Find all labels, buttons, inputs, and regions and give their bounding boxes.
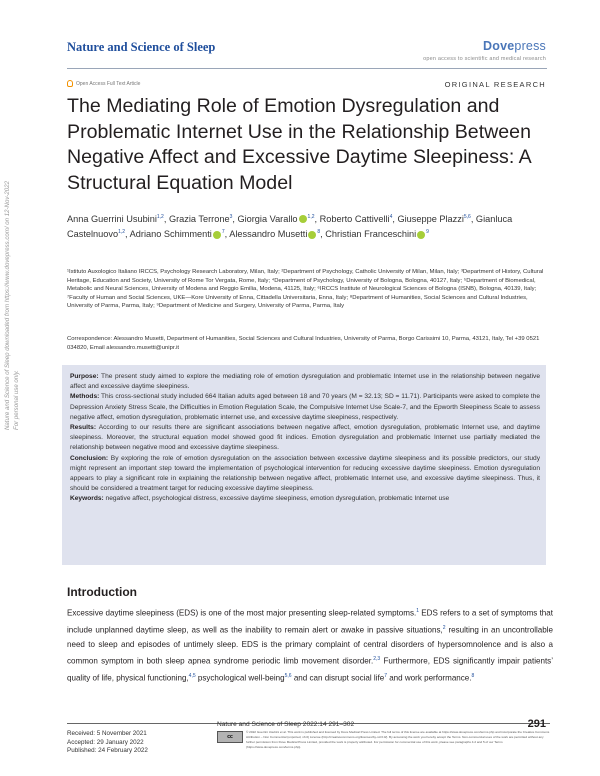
author-affiliation-ref: 1,2 (156, 214, 164, 220)
intro-sentence: resulting in an uncontrollable need to sleep and episodes of untimely sleep. EDS is the primary complaint of central disorders of hypersomnolence and is also a common symptom in both sleep apnea syndrome periodic limb movement disorder. (67, 625, 553, 666)
published-date: Published: 24 February 2022 (67, 747, 148, 755)
received-date: Received: 5 November 2021 (67, 730, 147, 737)
download-notice: Nature and Science of Sleep downloaded from https://www.dovepress.com/ on 12-Nov-2022 (4, 181, 11, 430)
reference-link[interactable]: 8 (471, 673, 475, 680)
open-access-label (67, 80, 140, 87)
purpose-text: The present study aimed to explore the mediating role of emotion dysregulation and problematic Internet use in the relationship between negative affect and excessive daytime sleepiness. (70, 373, 540, 391)
conclusion-text: By exploring the role of emotion dysregulation on the association between excessive daytime sleepiness and its possible predictors, our study might represent an important step toward the implementation of psychological intervention for reducing excessive daytime sleepiness. Emotion dysregulation appears to play a significant role in explaining the relationship between negative affect, problematic Internet use, and excessive daytime sleepiness. Thus, it should be considered a treatment target for reducing excessive daytime sleepiness. (70, 454, 540, 493)
journal-citation: Nature and Science of Sleep 2022:14 291–302 (217, 721, 355, 728)
orcid-icon[interactable] (299, 215, 307, 223)
intro-sentence: EDS refers to a set of symptoms that include unplanned daytime sleep, as well as the inability to remain alert or awake in passive situations, (67, 608, 553, 635)
reference-link[interactable]: 2,3 (373, 656, 381, 663)
conclusion-label: Conclusion: (70, 454, 109, 462)
author-list: Anna Guerrini Usubini$^{1,2}$, Grazia Terrone$^3$, Giorgia Varallo $^{1,2}$, Roberto Cattivelli$^4$, Giuseppe Plazzi$^{5,6}$, Gianluca Castelnuovo$^{1,2}$, Adriano Schimmenti $^7$, Alessandro Musetti $^8$, Christian Franceschini $^9$ (67, 214, 513, 240)
author-affiliation-ref: 5,6 (463, 214, 471, 220)
author-name[interactable]: Roberto Cattivelli (319, 214, 390, 225)
author-name[interactable]: Alessandro Musetti (229, 229, 308, 240)
results-text: According to our results there are significant associations between negative affect, emotion dysregulation, problematic Internet use, and daytime sleepiness. Moreover, the structural equation model showed good fit indices. Emotion dysregulation and problematic Internet use partially mediated the relationship between negative mood and excessive daytime sleepiness. (70, 424, 540, 452)
reference-link[interactable]: 1 (416, 608, 420, 614)
abstract-keywords (70, 494, 540, 504)
methods-text: This cross-sectional study included 664 Italian adults aged between 18 and 70 years (M = 32.13; SD = 11.71). Participants were asked to complete the Depression Anxiety Stress Scale, the Difficulties in Emotion Regulation Scale, the Compulsive Internet Use Scale-7, and the Epworth Sleepiness Scale to assess negative affect, emotion dysregulation, problematic internet use, and excessive daytime sleepiness, respectively. (70, 393, 541, 421)
abstract (70, 372, 540, 505)
author-name[interactable]: Gianluca Castelnuovo (67, 214, 513, 240)
author-affiliation-ref: 7 (221, 229, 225, 236)
author-affiliation-ref: 8 (317, 229, 321, 236)
abstract-results (70, 423, 540, 454)
publisher-logo[interactable] (483, 39, 546, 53)
affiliations: ¹Istituto Auxologico Italiano IRCCS, Psychology Research Laboratory, Milan, Italy; ²Department of Psychology, Catholic University of Milan, Milan, Italy; ³Department of History, Cultural Heritage, Education and Society, University of Rome Tor Vergata, Rome, Italy; ⁴Department of Psychology, University of Bologna, Bologna, 40127, Italy; ⁵Department of Biomedical, Metabolic and Neural Sciences, University of Modena and Reggio Emilia, Modena, 41125, Italy; ⁶IRCCS Institute of Neurological Sciences of Bologna (ISNB), Bologna, 40139, Italy; ⁷Faculty of Human and Social Sciences, UKE—Kore University of Enna, Cittadella Universitaria, Enna, Italy; ⁸Department of Humanities, Social Sciences and Cultural Industries, University of Parma, Parma, Italy; ⁹Department of Medicine and Surgery, University of Parma, Parma, Italy (67, 269, 544, 310)
intro-sentence: Furthermore, EDS significantly impair patients’ quality of life, physical functioning, (67, 656, 553, 683)
author-name[interactable]: Giorgia Varallo (237, 214, 298, 225)
cc-license-icon[interactable]: cc (217, 731, 243, 743)
intro-sentence: and work performance. (386, 673, 472, 683)
author-name[interactable]: Christian Franceschini (325, 229, 417, 240)
reference-link[interactable]: 4,5 (188, 673, 196, 680)
brand-bold: Dove (483, 39, 515, 53)
reference-link[interactable]: 7 (384, 673, 387, 680)
accepted-date: Accepted: 29 January 2022 (67, 738, 144, 746)
brand-light: press (514, 39, 546, 53)
reference-link[interactable]: 2 (442, 624, 446, 631)
open-access-text: Open Access Full Text Article (76, 80, 141, 87)
publication-dates (67, 730, 148, 756)
open-access-icon (67, 80, 73, 87)
orcid-icon[interactable] (213, 231, 221, 239)
author-name[interactable]: Adriano Schimmenti (129, 229, 212, 240)
author-affiliation-ref: 1,2 (307, 214, 315, 220)
author-name[interactable]: Giuseppe Plazzi (397, 214, 464, 225)
reference-link[interactable]: 5,6 (284, 673, 292, 680)
introduction-heading: Introduction (67, 585, 137, 599)
author-affiliation-ref: 3 (229, 214, 233, 220)
intro-sentence: Excessive daytime sleepiness (EDS) is one of the most major presenting sleep-related symptoms. (67, 608, 417, 618)
personal-use-notice: For personal use only. (13, 370, 20, 430)
license-text: © 2022 Guerrini Usubini et al. This work is published and licensed by Dove Medical Press Limited. The full terms of this license are available at https://www.dovepress.com/terms.php and incorporate the Creative Commons Attribution – Non Commercial (unported, v3.0) License (http://creativecommons.org/licenses/by-nc/3.0/). By accessing the work you hereby accept the Terms. Non-commercial uses of the work are permitted without any further permission from Dove Medical Press Limited, provided the work is properly attributed. For permission for commercial use of this work, please see paragraphs 4.2 and 5 of our Terms (https://www.dovepress.com/terms.php). (246, 730, 550, 750)
author-affiliation-ref: 4 (389, 214, 393, 220)
page-number: 291 (527, 718, 546, 730)
author-name[interactable]: Grazia Terrone (168, 214, 230, 225)
correspondence[interactable]: Correspondence: Alessandro Musetti, Department of Humanities, Social Sciences and Cultural Industries, University of Parma, Borgo Carissimi 10, Parma, 43121, Italy, Tel +39 0521 034820, Email alessandro.musetti@unipr.it (67, 336, 540, 351)
keywords-text: negative affect, psychological distress, excessive daytime sleepiness, emotion dysregulation, problematic Internet use (103, 495, 450, 503)
journal-name[interactable]: Nature and Science of Sleep (67, 40, 216, 54)
orcid-icon[interactable] (308, 231, 316, 239)
introduction-text (67, 604, 553, 686)
article-type: ORIGINAL RESEARCH (444, 80, 546, 89)
results-label: Results: (70, 424, 97, 432)
intro-sentence: and can disrupt social life (291, 673, 385, 683)
author-affiliation-ref: 1,2 (118, 229, 126, 236)
header-divider (67, 68, 547, 69)
download-notice-sidebar (3, 181, 21, 430)
purpose-label: Purpose: (70, 373, 99, 380)
abstract-conclusion (70, 454, 540, 495)
author-affiliation-ref: 9 (426, 229, 429, 236)
publisher-tagline: open access to scientific and medical research (423, 56, 546, 62)
author-name[interactable]: Anna Guerrini Usubini (67, 214, 157, 225)
orcid-icon[interactable] (417, 231, 425, 239)
intro-sentence: psychological well-being (195, 673, 285, 683)
methods-label: Methods: (70, 393, 100, 401)
article-title: The Mediating Role of Emotion Dysregulation and Problematic Internet Use in the Relationship Between Negative Affect and Excessive Daytime Sleepiness: A Structural Equation Model (67, 95, 531, 194)
abstract-purpose (70, 372, 540, 392)
keywords-label: Keywords: (70, 495, 104, 503)
abstract-methods (70, 392, 540, 423)
